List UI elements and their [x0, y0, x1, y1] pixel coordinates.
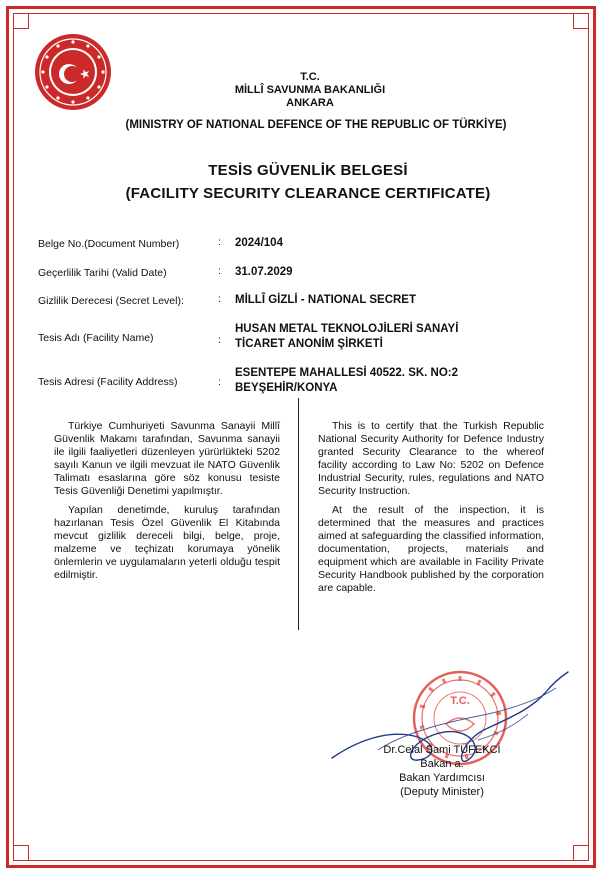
header-tc: T.C. [300, 71, 320, 83]
field-value-valid-date: 31.07.2029 [235, 266, 293, 278]
field-colon: : [218, 265, 221, 277]
body-english-paragraph: This is to certify that the Turkish Republic National Security Authority for Defence Industry granted Security Clearance to the whereof facility according to Law No: 5202 on Defence Industrial Security, rules, regulations and NATO Security Instruction. [318, 420, 544, 497]
header-ministry: MİLLÎ SAVUNMA BAKANLIĞI [234, 84, 386, 96]
seal-text: T.C. [450, 695, 470, 707]
signatory-title-english: (Deputy Minister) [400, 786, 484, 798]
corner-ornament [13, 845, 29, 861]
signatory-role: Bakan a. [420, 758, 464, 770]
signatory-title: Bakan Yardımcısı [399, 772, 485, 784]
certificate-title: TESİS GÜVENLİK BELGESİ [208, 162, 408, 179]
corner-ornament [13, 13, 29, 29]
field-value-secret-level: MİLLÎ GİZLİ - NATIONAL SECRET [235, 294, 417, 306]
field-value-facility-name-line2: TİCARET ANONİM ŞİRKETİ [235, 338, 383, 350]
field-colon: : [218, 334, 221, 346]
field-value-facility-address-line2: BEYŞEHİR/KONYA [235, 382, 338, 394]
column-divider [298, 398, 299, 630]
field-label-valid-date: Geçerlilik Tarihi (Valid Date) [38, 267, 167, 279]
field-label-document-number: Belge No.(Document Number) [38, 238, 180, 250]
body-turkish-paragraph: Türkiye Cumhuriyeti Savunma Sanayii Millî Güvenlik Makamı tarafından, Savunma sanayii ile ilgili faaliyetleri düzenleyen yürürlükteki 5202 sayılı Kanun ve ilgili mevzuat ile NATO Güvenlik Talimatı esaslarına göre söz konusu tesiste Tesis Güvenliği Denetimi yapılmıştır. [54, 420, 280, 497]
field-colon: : [218, 293, 221, 305]
certificate-title-english: (FACILITY SECURITY CLEARANCE CERTIFICATE) [125, 185, 491, 202]
body-english-paragraph: At the result of the inspection, it is determined that the measures and practices aimed at safeguarding the classified information, documentation, projects, materials and equipment which are available in Facility Private Security Handbook published by the corporation are capable. [318, 504, 544, 594]
field-value-facility-address: ESENTEPE MAHALLESİ 40522. SK. NO:2 [235, 367, 459, 379]
body-turkish-paragraph: Yapılan denetimde, kuruluş tarafından hazırlanan Tesis Özel Güvenlik El Kitabında mevcut gizlilik dereceli bilgi, belge, proje, malzeme ve teçhizatı korumaya yönelik önlemlerin ve uygulamaların yeterli olduğu tespit edilmiştir. [54, 504, 280, 581]
header-city: ANKARA [286, 97, 334, 109]
field-label-secret-level: Gizlilik Derecesi (Secret Level): [38, 295, 184, 307]
corner-ornament [573, 845, 589, 861]
body-turkish [54, 420, 280, 588]
header-ministry-english: (MINISTRY OF NATIONAL DEFENCE OF THE REPUBLIC OF TÜRKİYE) [125, 119, 507, 131]
field-colon: : [218, 236, 221, 248]
signatory-name: Dr.Celal Sami TÜFEKCİ [383, 744, 501, 756]
field-value-document-number: 2024/104 [235, 237, 283, 249]
field-label-facility-address: Tesis Adresi (Facility Address) [38, 376, 178, 388]
field-value-facility-name: HUSAN METAL TEKNOLOJİLERİ SANAYİ [235, 323, 459, 335]
body-english [318, 420, 544, 601]
field-colon: : [218, 376, 221, 388]
field-label-facility-name: Tesis Adı (Facility Name) [38, 332, 154, 344]
corner-ornament [573, 13, 589, 29]
